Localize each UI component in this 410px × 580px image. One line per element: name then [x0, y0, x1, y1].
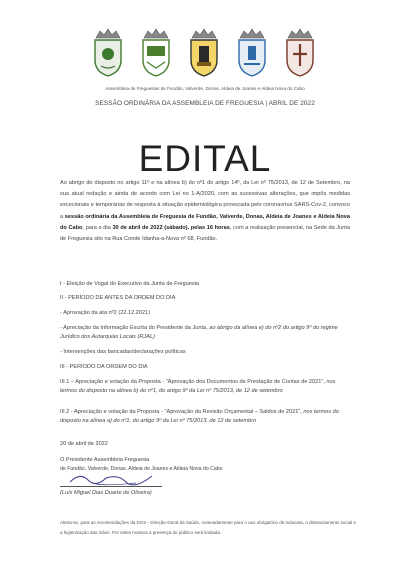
paragraph-text-1: Ao abrigo do disposto no artigo 11º e na alínea b) do nº1 do artigo 14º, da Lei nº 75/2013, de 12 de Setembro, na sua atual redação e ainda de acordo com Lei no 1-A/2020, com as sucessivas alterações, que impôs medidas excecionais e temporárias de resposta à situação epidemiológica provocada pelo coronavírus SARS-Cov-2, convoco a [60, 180, 350, 220]
agenda-item-4-text: - Apreciação da Informação Escrita do Presidente da Junta, [60, 325, 210, 331]
crest-fundao [232, 26, 272, 82]
signer-role: O Presidente Assembleia Freguesia [60, 457, 150, 463]
crest-row [88, 26, 320, 82]
document-date: 20 de abril de 2022 [60, 441, 108, 447]
session-heading: SESSÃO ORDINÁRIA DA ASSEMBLEIA DE FREGUESIA | ABRIL DE 2022 [95, 100, 315, 107]
crest-donas [184, 26, 224, 82]
agenda-item-8-text: III.2 - Apreciação e votação da Proposta - "Aprovação da Revisão Orçamental – Saldos de 2021", [60, 409, 304, 415]
signer-name: (Luís Miguel Dias Duarte de Oliveira) [60, 490, 152, 496]
agenda-item-7-italic: nos termos do disposto na alínea b) do nº1, do artigo 9º da Lei nº 75/2013, de 12 de setembro [60, 379, 336, 394]
agenda-item-7 [60, 378, 350, 395]
signature-line [60, 486, 162, 487]
agenda-item-6: III - PERÍODO DA ORDEM DO DIA [60, 364, 148, 370]
paragraph-text-2: , para o dia [82, 224, 113, 231]
crest-aldeia-nova-do-cabo [280, 26, 320, 82]
agenda-item-1: I - Eleição de Vogal do Executivo da Junta de Freguesia [60, 281, 199, 287]
agenda-item-8 [60, 408, 350, 425]
convocation-paragraph [60, 178, 350, 245]
crest-aldeia-de-joanes [136, 26, 176, 82]
page-title: EDITAL [138, 138, 272, 179]
agenda-item-8-italic: nos termos do disposto na alínea a) do nº1, do artigo 9º da Lei nº 75/2013, de 12 de setembro [60, 409, 339, 424]
agenda-item-5: - Intervenções das bancadas/declarações políticas [60, 349, 186, 355]
paragraph-text-3: , com a realização presencial, na Sede da Junta de Freguesia sito na Rua Conde Idanha-a-Nova nº 68, Fundão. [60, 224, 351, 243]
signer-organization: de Fundão, Valverde, Donas, Aldeia de Joanes e Aldeia Nova do Cabo [60, 466, 223, 472]
paragraph-bold-date: 30 de abril de 2022 (sábado), pelas 16 horas [112, 224, 230, 231]
agenda-item-7-text: III.1 – Apreciação e votação da Proposta - "Aprovação dos Documentos de Prestação de Contas de 2021", [60, 379, 327, 385]
crest-valverde [88, 26, 128, 82]
health-notice: Alerta-se, para as recomendações da DGS - Direção-Geral da Saúde, nomeadamente para o uso obrigatório de máscara, o distanciamento social e a higienização das mãos. Por estes motivos a presença do público será limitada. [60, 520, 356, 535]
paragraph-bold-session: sessão ordinária da Assembleia de Freguesia de Fundão, Valverde, Donas, Aldeia de Joanes e Aldeia Nova do Cabo [60, 213, 350, 231]
agenda-item-2: II - PERÍODO DE ANTES DA ORDEM DO DIA [60, 295, 176, 301]
agenda-item-3: - Aprovação da ata nº2 (22.12.2021) [60, 310, 151, 316]
agenda-item-4-italic: ao abrigo da alínea e) do nº2 do artigo 9º do regime Jurídico dos Autarquias Locais (RJAL) [60, 325, 338, 340]
association-name: Assembleia de Freguesias de Fundão, Valverde, Donas, Aldeia de Joanes e Aldeia Nova do Cabo [105, 86, 305, 91]
agenda-item-4 [60, 324, 350, 341]
